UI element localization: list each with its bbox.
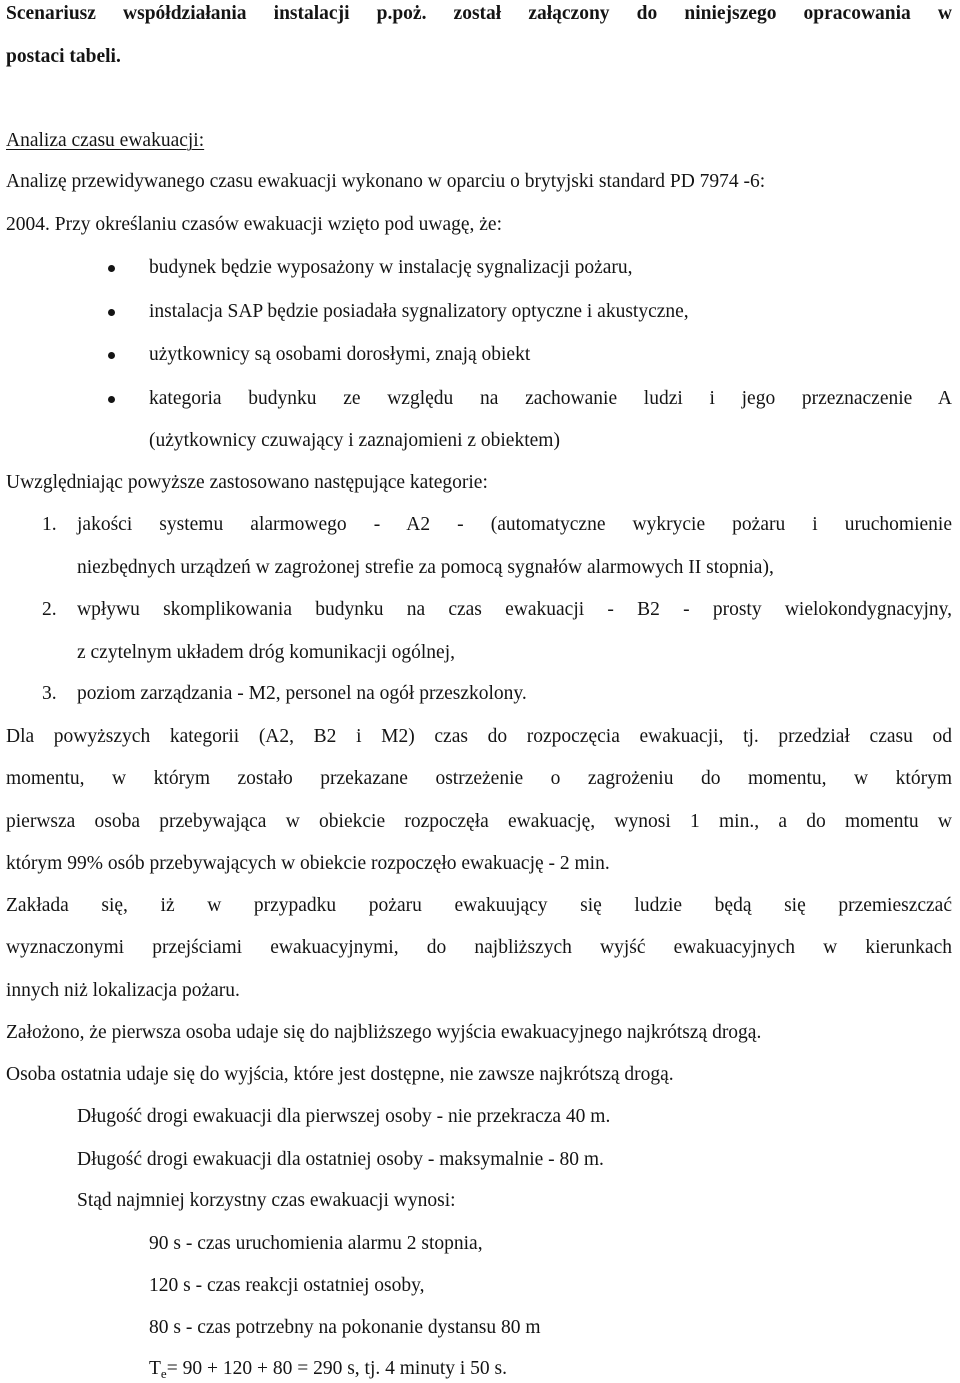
paragraph-1-line-2: 2004. Przy określaniu czasów ewakuacji wzięto pod uwagę, że:: [6, 214, 502, 235]
section-heading: [6, 129, 952, 153]
paragraph-3-line: wyznaczonymi przejściami ewakuacyjnymi, do najbliższych wyjść ewakuacyjnych w kierunkach: [6, 937, 952, 958]
bullet-icon: [108, 256, 118, 280]
list-number: 2.: [42, 599, 57, 620]
evacuation-time-formula: [149, 1357, 952, 1381]
bullet-icon: [108, 387, 118, 411]
list-item-line: jakości systemu alarmowego - A2 - (automatyczne wykrycie pożaru i uruchomienie: [77, 514, 952, 535]
time-component: 80 s - czas potrzebny na pokonanie dystansu 80 m: [149, 1317, 541, 1338]
list-number: 3.: [42, 683, 57, 704]
list-item-line: poziom zarządzania - M2, personel na ogół przeszkolony.: [77, 683, 527, 704]
formula-expression: = 90 + 120 + 80 = 290 s, tj. 4 minuty i 50 s.: [166, 1358, 508, 1379]
time-component: 120 s - czas reakcji ostatniej osoby,: [149, 1275, 425, 1296]
paragraph-4-line: Osoba ostatnia udaje się do wyjścia, które jest dostępne, nie zawsze najkrótszą drogą.: [6, 1064, 674, 1085]
list-item-line: wpływu skomplikowania budynku na czas ewakuacji - B2 - prosty wielokondygnacyjny,: [77, 599, 952, 620]
distance-line: Stąd najmniej korzystny czas ewakuacji wynosi:: [77, 1190, 456, 1211]
paragraph-2-line: momentu, w którym zostało przekazane ostrzeżenie o zagrożeniu do momentu, w którym: [6, 768, 952, 789]
paragraph-3-line: innych niż lokalizacja pożaru.: [6, 980, 240, 1001]
bullet-item: budynek będzie wyposażony w instalację sygnalizacji pożaru,: [149, 257, 633, 278]
paragraph-3-line: Zakłada się, iż w przypadku pożaru ewakuujący się ludzie będą się przemieszczać: [6, 895, 952, 916]
intro-line-2: postaci tabeli.: [6, 46, 121, 67]
paragraph-4-line: Założono, że pierwsza osoba udaje się do najbliższego wyjścia ewakuacyjnego najkrótszą drogą.: [6, 1022, 762, 1043]
distance-line: Długość drogi ewakuacji dla ostatniej osoby - maksymalnie - 80 m.: [77, 1149, 604, 1170]
distance-line: Długość drogi ewakuacji dla pierwszej osoby - nie przekracza 40 m.: [77, 1106, 611, 1127]
list-item-line: z czytelnym układem dróg komunikacji ogólnej,: [77, 642, 455, 663]
bullet-item: użytkownicy są osobami dorosłymi, znają obiekt: [149, 344, 531, 365]
paragraph-2-line: pierwsza osoba przebywająca w obiekcie rozpoczęła ewakuację, wynosi 1 min., a do momentu w: [6, 811, 952, 832]
list-number: 1.: [42, 514, 57, 535]
intro-line-1: Scenariusz współdziałania instalacji p.poż. został załączony do niniejszego opracowania w: [6, 3, 952, 24]
section-heading-text: Analiza czasu ewakuacji:: [6, 130, 205, 151]
formula-subscript: e: [160, 1366, 167, 1381]
bullet-icon: [108, 343, 118, 367]
paragraph-1-line-1: Analizę przewidywanego czasu ewakuacji wykonano w oparciu o brytyjski standard PD 7974 -6:: [6, 171, 766, 192]
bullet-item: kategoria budynku ze względu na zachowanie ludzi i jego przeznaczenie A: [149, 388, 952, 409]
bullet-icon: [108, 300, 118, 324]
paragraph-2-line: którym 99% osób przebywających w obiekcie rozpoczęło ewakuację - 2 min.: [6, 853, 610, 874]
categories-intro: Uwzględniając powyższe zastosowano następujące kategorie:: [6, 472, 488, 493]
paragraph-2-line: Dla powyższych kategorii (A2, B2 i M2) czas do rozpoczęcia ewakuacji, tj. przedział czasu od: [6, 726, 952, 747]
list-item-line: niezbędnych urządzeń w zagrożonej strefie za pomocą sygnałów alarmowych II stopnia),: [77, 557, 774, 578]
bullet-item-continuation: (użytkownicy czuwający i zaznajomieni z obiektem): [149, 430, 560, 451]
bullet-item: instalacja SAP będzie posiadała sygnalizatory optyczne i akustyczne,: [149, 301, 689, 322]
time-component: 90 s - czas uruchomienia alarmu 2 stopnia,: [149, 1233, 483, 1254]
formula-symbol: T: [149, 1358, 161, 1379]
